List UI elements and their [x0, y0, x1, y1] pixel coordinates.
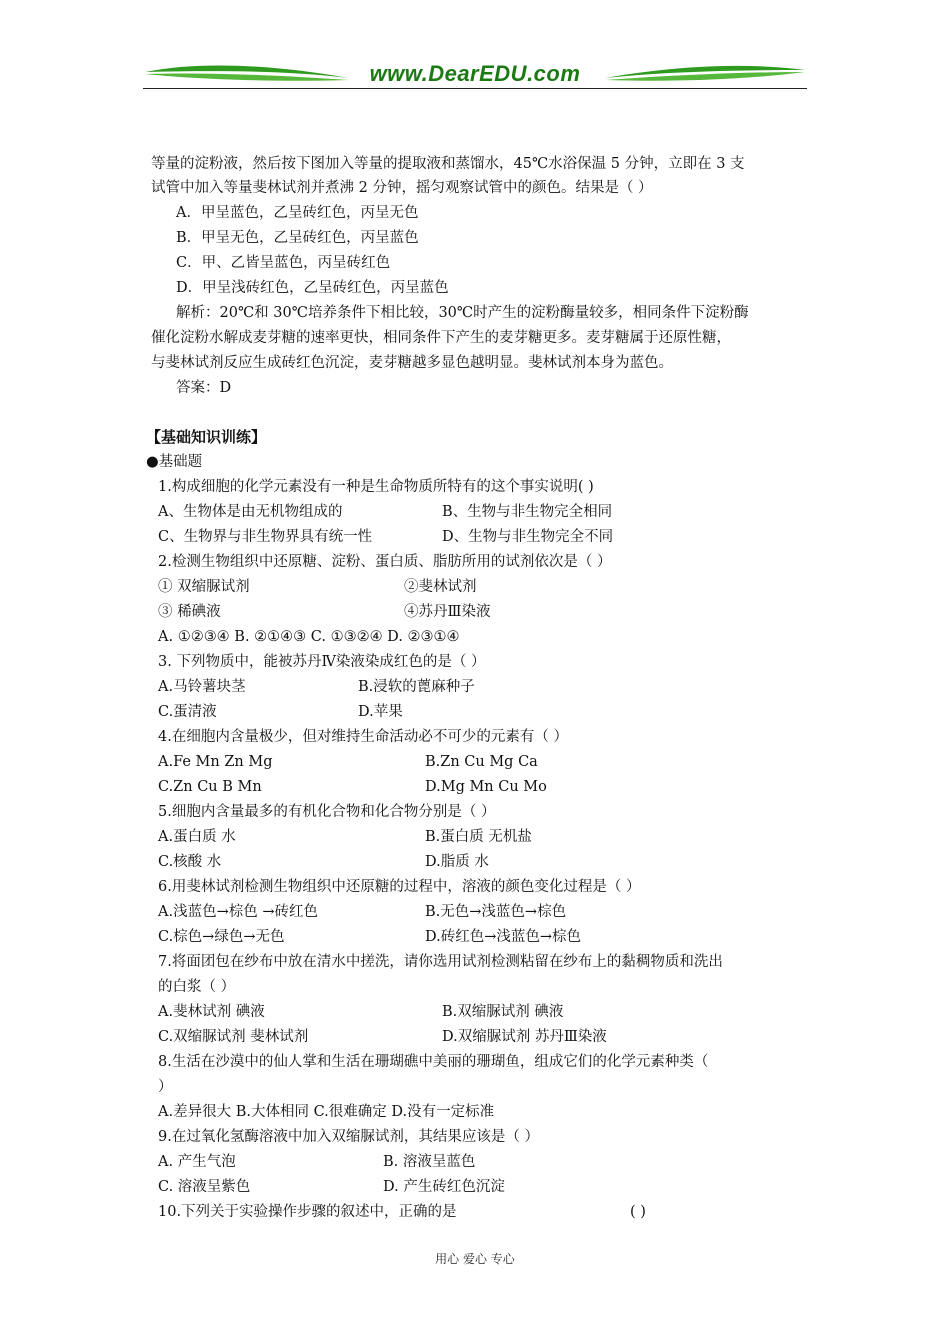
text-line: D.脂质 水 — [425, 854, 489, 870]
text-line: 7.将面团包在纱布中放在清水中搓洗，请你选用试剂检测粘留在纱布上的黏稠物质和洗出 — [158, 954, 723, 970]
text-line: ( ) — [630, 1204, 646, 1220]
text-line: C. 溶液呈紫色 — [158, 1179, 251, 1195]
text-line: D. 产生砖红色沉淀 — [383, 1179, 505, 1195]
text-line: A.马铃薯块茎 — [158, 679, 246, 695]
text-line: A.蛋白质 水 — [158, 829, 236, 845]
text-line: C.棕色→绿色→无色 — [158, 929, 285, 945]
text-line: A．甲呈蓝色，乙呈砖红色，丙呈无色 — [176, 205, 419, 221]
text-line: ③ 稀碘液 — [158, 604, 221, 620]
section-heading: 【基础知识训练】 — [146, 428, 267, 446]
text-line: 等量的淀粉液，然后按下图加入等量的提取液和蒸馏水，45℃水浴保温 5 分钟，立即在 3 支 — [151, 156, 745, 172]
text-line: B.浸软的蓖麻种子 — [358, 679, 475, 695]
text-line: B、生物与非生物完全相同 — [442, 504, 613, 520]
text-line: B.无色→浅蓝色→棕色 — [425, 904, 567, 920]
text-line: C.蛋清液 — [158, 704, 217, 720]
text-line: C．甲、乙皆呈蓝色，丙呈砖红色 — [176, 255, 391, 271]
text-line: A. ①②③④ B. ②①④③ C. ①③②④ D. ②③①④ — [158, 629, 460, 645]
text-line: ① 双缩脲试剂 — [158, 579, 250, 595]
text-line: ） — [158, 1079, 173, 1095]
text-line: 试管中加入等量斐林试剂并煮沸 2 分钟，摇匀观察试管中的颜色。结果是（ ） — [151, 180, 653, 196]
text-line: 催化淀粉水解成麦芽糖的速率更快，相同条件下产生的麦芽糖更多。麦芽糖属于还原性糖， — [151, 330, 731, 346]
text-line: B.双缩脲试剂 碘液 — [442, 1004, 564, 1020]
text-line: 的白浆（ ） — [158, 979, 236, 995]
text-line: 3. 下列物质中，能被苏丹Ⅳ染液染成红色的是（ ） — [158, 654, 486, 670]
header-divider — [143, 88, 807, 89]
text-line: C、生物界与非生物界具有统一性 — [158, 529, 373, 545]
text-line: 8.生活在沙漠中的仙人掌和生活在珊瑚礁中美丽的珊瑚鱼，组成它们的化学元素种类（ — [158, 1054, 709, 1070]
text-line: ④苏丹Ⅲ染液 — [404, 604, 491, 620]
site-header — [143, 58, 807, 92]
text-line: 10.下列关于实验操作步骤的叙述中，正确的是 — [158, 1204, 457, 1220]
text-line: 答案：D — [176, 380, 232, 396]
site-logo-text[interactable]: www.DearEDU.com — [369, 61, 581, 86]
text-line: 2.检测生物组织中还原糖、淀粉、蛋白质、脂肪所用的试剂依次是（ ） — [158, 554, 612, 570]
text-line: B. 溶液呈蓝色 — [383, 1154, 476, 1170]
text-line: A.斐林试剂 碘液 — [158, 1004, 265, 1020]
text-line: B.蛋白质 无机盐 — [425, 829, 532, 845]
text-line: D、生物与非生物完全不同 — [442, 529, 614, 545]
text-line: 4.在细胞内含量极少，但对维持生命活动必不可少的元素有（ ） — [158, 729, 568, 745]
text-line: D.Mg Mn Cu Mo — [425, 779, 547, 795]
text-line: C.核酸 水 — [158, 854, 222, 870]
text-line: B．甲呈无色，乙呈砖红色，丙呈蓝色 — [176, 230, 419, 246]
text-line: A.差异很大 B.大体相同 C.很难确定 D.没有一定标准 — [158, 1104, 495, 1120]
text-line: D.苹果 — [358, 704, 403, 720]
text-line: D．甲呈浅砖红色，乙呈砖红色，丙呈蓝色 — [176, 280, 449, 296]
text-line: A.Fe Mn Zn Mg — [158, 754, 273, 770]
text-line: 与斐林试剂反应生成砖红色沉淀，麦芽糖越多显色越明显。斐林试剂本身为蓝色。 — [151, 355, 673, 371]
text-line: D.砖红色→浅蓝色→棕色 — [425, 929, 582, 945]
text-line: 1.构成细胞的化学元素没有一种是生命物质所特有的这个事实说明( ) — [158, 479, 594, 495]
text-line: 5.细胞内含量最多的有机化合物和化合物分别是（ ） — [158, 804, 496, 820]
text-line: C.双缩脲试剂 斐林试剂 — [158, 1029, 309, 1045]
text-line: D.双缩脲试剂 苏丹Ⅲ染液 — [442, 1029, 607, 1045]
text-line: 6.用斐林试剂检测生物组织中还原糖的过程中，溶液的颜色变化过程是（ ） — [158, 879, 641, 895]
page-footer: 用心 爱心 专心 — [435, 1252, 515, 1266]
text-line: A、生物体是由无机物组成的 — [158, 504, 343, 520]
text-line: A.浅蓝色→棕色 →砖红色 — [158, 904, 318, 920]
text-line: B.Zn Cu Mg Ca — [425, 754, 538, 770]
text-line: ●基础题 — [146, 454, 203, 470]
text-line: 9.在过氧化氢酶溶液中加入双缩脲试剂，其结果应该是（ ） — [158, 1129, 539, 1145]
text-line: 解析：20℃和 30℃培养条件下相比较，30℃时产生的淀粉酶量较多，相同条件下淀粉酶 — [176, 305, 749, 321]
text-line: A. 产生气泡 — [158, 1154, 236, 1170]
text-line: C.Zn Cu B Mn — [158, 779, 262, 795]
text-line: ②斐林试剂 — [404, 579, 477, 595]
